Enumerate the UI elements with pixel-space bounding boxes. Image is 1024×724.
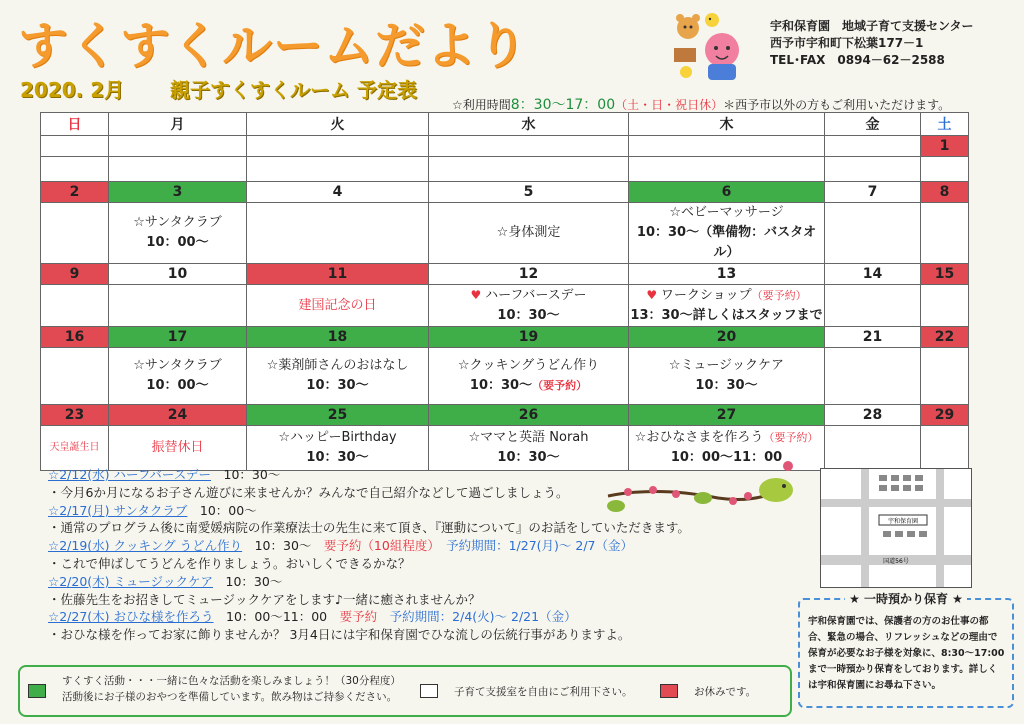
event-notes	[48, 466, 690, 644]
event-cell	[247, 285, 429, 327]
event-cell	[429, 285, 629, 327]
note-body-3: ・佐藤先生をお招きしてミュージックケアをします♪一緒に癒されませんか？	[48, 591, 481, 607]
weekday-0: 日	[41, 113, 109, 136]
event-cell	[41, 157, 109, 182]
event-cell	[921, 157, 969, 182]
hours-time: 8：30～17：00	[510, 97, 616, 113]
date-cell: 2	[41, 182, 109, 203]
weekday-header-row	[41, 113, 969, 136]
date-cell: 10	[109, 264, 247, 285]
event-line: 10：30～	[497, 450, 560, 465]
event-cell	[629, 157, 825, 182]
date-cell: 8	[921, 182, 969, 203]
event-cell	[247, 157, 429, 182]
date-cell: 16	[41, 327, 109, 348]
week-4-dates	[41, 405, 969, 426]
note-heading-3: ☆2/20(木) ミュージックケア 10：30～	[48, 573, 283, 589]
event-cell	[41, 285, 109, 327]
event-line: ☆ママと英語 Norah	[468, 430, 589, 445]
date-cell: 4	[247, 182, 429, 203]
hours-line	[452, 94, 950, 114]
event-cell	[629, 203, 825, 264]
hours-closed: （土・日・祝日休）	[615, 98, 724, 112]
event-line: ♥ ハーフバースデー	[470, 288, 587, 303]
date-cell: 20	[629, 327, 825, 348]
date-cell: 18	[247, 327, 429, 348]
event-cell	[429, 157, 629, 182]
reserve-tag: （要予約）	[763, 431, 819, 444]
weekday-4: 木	[629, 113, 825, 136]
date-cell	[247, 136, 429, 157]
temporary-care-body: 宇和保育園では、保護者の方のお仕事の都合、緊急の場合、リフレッシュなどの理由で保育が必要なお子様を対象に、8:30～17:00まで一時預かり保育をしております。詳しくは宇和保育園にお尋ね下さい。	[808, 616, 1005, 691]
event-line: ☆身体測定	[496, 225, 561, 240]
date-cell: 28	[825, 405, 921, 426]
organization-info	[770, 18, 974, 69]
temporary-care-title: ★ 一時預かり保育 ★	[845, 592, 967, 606]
month-label: 2020. 2月	[20, 78, 125, 102]
event-cell	[825, 348, 921, 405]
event-cell	[41, 203, 109, 264]
event-cell	[109, 285, 247, 327]
note-heading-0: ☆2/12(水) ハーフバースデー 10：30～	[48, 467, 281, 482]
date-cell: 5	[429, 182, 629, 203]
date-cell	[41, 136, 109, 157]
map-label-road: 国道56号	[883, 558, 909, 565]
org-address: 西予市宇和町下松葉177－1	[770, 36, 924, 50]
map-label-nursery: 宇和保育園	[887, 518, 919, 525]
week-3-events	[41, 348, 969, 405]
event-cell	[921, 348, 969, 405]
weekday-1: 月	[109, 113, 247, 136]
legend-white-text: 子育て支援室を自由にご利用下さい。	[454, 686, 633, 698]
event-cell	[429, 203, 629, 264]
date-cell: 22	[921, 327, 969, 348]
legend-red-text: お休みです。	[694, 686, 757, 698]
event-line: 10：30～	[497, 308, 560, 323]
note-body-2: ・これで伸ばしてうどんを作りましょう。おいしくできるかな？	[48, 555, 411, 571]
event-cell	[825, 285, 921, 327]
date-cell: 17	[109, 327, 247, 348]
calendar-table	[40, 112, 969, 471]
event-line: 10：30～	[695, 378, 758, 393]
newsletter-title: すくすくルームだより	[18, 17, 528, 75]
org-name: 宇和保育園 地域子育て支援センター	[770, 19, 974, 33]
date-cell	[429, 136, 629, 157]
hours-note: ＊西予市以外の方もご利用いただけます。	[723, 98, 951, 112]
note-body-0: ・今月6か月になるお子さん遊びに来ませんか？みんなで自己紹介などして過ごしましょう。	[48, 484, 569, 500]
event-line: ☆クッキングうどん作り	[457, 358, 600, 373]
legend-green-swatch	[28, 684, 46, 698]
event-line: 10：00～	[146, 235, 209, 250]
week-1-dates	[41, 182, 969, 203]
reserve-tag: （要予約）	[751, 289, 807, 302]
event-cell	[109, 203, 247, 264]
schedule-subtitle: 親子すくすくルーム 予定表	[170, 78, 417, 102]
date-cell: 19	[429, 327, 629, 348]
event-line: ♥ ワークショップ（要予約）	[646, 288, 807, 303]
legend-red-swatch	[660, 684, 678, 698]
note-heading-1: ☆2/17(月) サンタクラブ 10：00～	[48, 502, 257, 518]
event-line: 10：30～（準備物：バスタオル）	[636, 225, 817, 260]
date-cell	[109, 136, 247, 157]
note-body-4: ・おひな様を作ってお家に飾りませんか？ 3月4日には宇和保育園でひな流しの伝統行事がありますよ。	[48, 627, 631, 643]
event-cell	[41, 348, 109, 405]
week-3-dates	[41, 327, 969, 348]
event-cell	[629, 285, 825, 327]
mascot-illustration	[668, 8, 758, 84]
date-cell	[825, 136, 921, 157]
legend-white-swatch	[420, 684, 438, 698]
week-2-dates	[41, 264, 969, 285]
event-line: ☆サンタクラブ	[133, 215, 222, 230]
event-line: ☆おひなさまを作ろう（要予約）	[634, 430, 819, 445]
event-line: 10：30～（要予約）	[469, 378, 588, 393]
note-body-1: ・通常のプログラム後に南愛媛病院の作業療法士の先生に来て頂き、『運動について』のお話をしていただきます。	[48, 520, 690, 536]
location-map	[820, 468, 972, 588]
date-cell: 13	[629, 264, 825, 285]
date-cell: 7	[825, 182, 921, 203]
date-cell: 14	[825, 264, 921, 285]
date-cell: 29	[921, 405, 969, 426]
date-cell	[629, 136, 825, 157]
event-line: 天皇誕生日	[49, 442, 100, 453]
event-line: ☆薬剤師さんのおはなし	[266, 358, 409, 373]
date-cell: 25	[247, 405, 429, 426]
event-line: ☆ハッピーBirthday	[278, 430, 397, 445]
note-heading-4: ☆2/27(木) おひな様を作ろう 10：00～11：00 要予約 予約期間：2/4(火)～ 2/21（金）	[48, 609, 577, 625]
date-cell: 24	[109, 405, 247, 426]
date-cell: 3	[109, 182, 247, 203]
event-cell	[429, 348, 629, 405]
date-cell: 15	[921, 264, 969, 285]
event-cell	[921, 426, 969, 471]
event-line: ☆サンタクラブ	[133, 358, 222, 373]
week-0-dates	[41, 136, 969, 157]
week-1-events	[41, 203, 969, 264]
date-cell: 11	[247, 264, 429, 285]
date-cell: 26	[429, 405, 629, 426]
legend-green-line2: 活動後にお子様のおやつを準備しています。飲み物はご持参ください。	[62, 691, 398, 703]
date-cell: 12	[429, 264, 629, 285]
event-cell	[247, 426, 429, 471]
event-cell	[109, 157, 247, 182]
reserve-tag: （要予約）	[532, 379, 588, 392]
event-line: 振替休日	[151, 440, 204, 455]
event-line: ☆ミュージックケア	[668, 358, 785, 373]
weekday-6: 土	[921, 113, 969, 136]
note-heading-2: ☆2/19(水) クッキング うどん作り 10：30～ 要予約（10組程度） 予約期間：1/27(月)～ 2/7（金）	[48, 538, 633, 554]
event-cell	[629, 348, 825, 405]
weekday-2: 火	[247, 113, 429, 136]
event-line: 10：30～	[306, 450, 369, 465]
week-4-events	[41, 426, 969, 471]
date-cell: 9	[41, 264, 109, 285]
heart-icon: ♥	[646, 288, 661, 302]
week-0-events	[41, 157, 969, 182]
org-tel: TEL･FAX 0894－62－2588	[770, 53, 945, 67]
date-cell: 6	[629, 182, 825, 203]
event-line: 13：30～詳しくはスタッフまで	[630, 308, 823, 323]
event-cell	[825, 203, 921, 264]
date-cell: 1	[921, 136, 969, 157]
event-cell	[921, 285, 969, 327]
event-cell	[109, 426, 247, 471]
event-cell	[921, 203, 969, 264]
weekday-5: 金	[825, 113, 921, 136]
date-cell: 23	[41, 405, 109, 426]
event-line: 10：00～11：00	[670, 450, 783, 465]
event-cell	[247, 348, 429, 405]
event-line: 10：00～	[146, 378, 209, 393]
event-cell	[825, 426, 921, 471]
event-line: ☆ベビーマッサージ	[669, 205, 784, 220]
week-2-events	[41, 285, 969, 327]
temporary-care-box	[798, 592, 1014, 708]
event-cell	[825, 157, 921, 182]
event-line: 10：30～	[306, 378, 369, 393]
legend-green-line1: すくすく活動・・・一緒に色々な活動を楽しみましょう！（30分程度）	[62, 675, 401, 687]
event-cell	[247, 203, 429, 264]
event-cell	[109, 348, 247, 405]
date-cell: 21	[825, 327, 921, 348]
event-cell	[41, 426, 109, 471]
weekday-3: 水	[429, 113, 629, 136]
event-line: 建国記念の日	[298, 297, 377, 313]
date-cell: 27	[629, 405, 825, 426]
hours-prefix: ☆利用時間	[452, 98, 511, 112]
heart-icon: ♥	[470, 288, 486, 302]
legend-box	[18, 665, 792, 717]
